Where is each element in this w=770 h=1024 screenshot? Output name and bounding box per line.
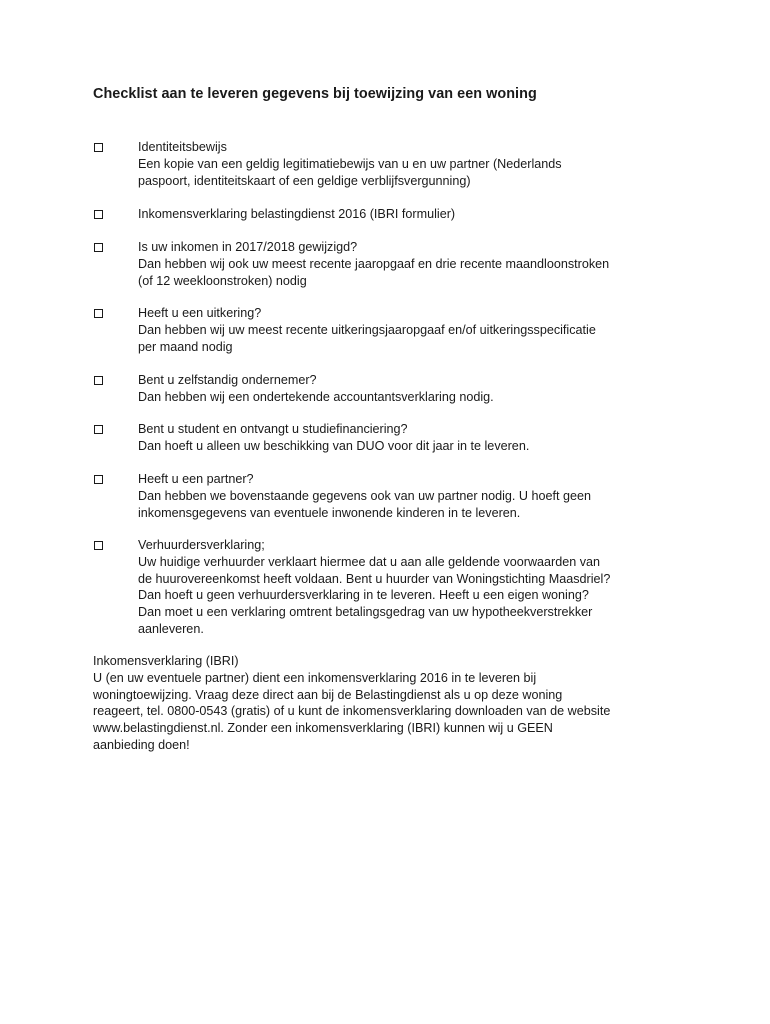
item-detail: per maand nodig (138, 339, 233, 354)
item-detail: Dan moet u een verklaring omtrent betalingsgedrag van uw hypotheekverstrekker (138, 605, 593, 620)
checkbox-icon[interactable] (94, 309, 103, 318)
item-heading: Is uw inkomen in 2017/2018 gewijzigd? (138, 240, 358, 254)
item-detail: Dan hoeft u geen verhuurdersverklaring in te leveren. Heeft u een eigen woning? (138, 588, 589, 603)
ibri-note-line: www.belastingdienst.nl. Zonder een inkomensverklaring (IBRI) kunnen wij u GEEN (93, 721, 553, 736)
item-detail: de huurovereenkomst heeft voldaan. Bent u huurder van Woningstichting Maasdriel? (138, 571, 611, 586)
checklist-item-text (138, 471, 698, 521)
checkbox-icon[interactable] (94, 143, 103, 152)
item-heading: Bent u student en ontvangt u studiefinanciering? (138, 422, 408, 436)
item-heading: Identiteitsbewijs (138, 140, 227, 154)
checklist-item-text (138, 139, 698, 189)
page-title: Checklist aan te leveren gegevens bij toewijzing van een woning (93, 86, 537, 102)
ibri-note-line: U (en uw eventuele partner) dient een inkomensverklaring 2016 in te leveren bij (93, 670, 537, 685)
item-detail: aanleveren. (138, 621, 204, 636)
ibri-note (93, 653, 693, 754)
checklist-item-text (138, 239, 698, 289)
item-detail: Dan hebben wij uw meest recente uitkeringsjaaropgaaf en/of uitkeringsspecificatie (138, 322, 596, 337)
item-detail: Een kopie van een geldig legitimatiebewijs van u en uw partner (Nederlands (138, 156, 562, 171)
checklist-item-text (138, 537, 698, 638)
checkbox-icon[interactable] (94, 243, 103, 252)
checkbox-icon[interactable] (94, 425, 103, 434)
item-heading: Bent u zelfstandig ondernemer? (138, 373, 317, 387)
ibri-note-heading: Inkomensverklaring (IBRI) (93, 654, 239, 668)
checklist-item-text (138, 206, 698, 223)
item-detail: Dan hebben we bovenstaande gegevens ook van uw partner nodig. U hoeft geen (138, 488, 592, 503)
item-heading: Heeft u een partner? (138, 472, 254, 486)
ibri-note-line: woningtoewijzing. Vraag deze direct aan bij de Belastingdienst als u op deze woning (93, 687, 563, 702)
item-detail: Dan hebben wij een ondertekende accountantsverklaring nodig. (138, 389, 494, 404)
item-detail: (of 12 weekloonstroken) nodig (138, 273, 307, 288)
item-detail: Dan hoeft u alleen uw beschikking van DUO voor dit jaar in te leveren. (138, 438, 530, 453)
checkbox-icon[interactable] (94, 475, 103, 484)
checkbox-icon[interactable] (94, 376, 103, 385)
item-detail: Dan hebben wij ook uw meest recente jaaropgaaf en drie recente maandloonstroken (138, 256, 610, 271)
ibri-note-line: reageert, tel. 0800-0543 (gratis) of u kunt de inkomensverklaring downloaden van de website (93, 704, 611, 719)
checklist-item-text (138, 305, 698, 355)
checkbox-icon[interactable] (94, 541, 103, 550)
item-heading: Inkomensverklaring belastingdienst 2016 (IBRI formulier) (138, 207, 456, 221)
item-heading: Verhuurdersverklaring; (138, 538, 265, 552)
item-detail: inkomensgegevens van eventuele inwonende kinderen in te leveren. (138, 505, 521, 520)
item-detail: Uw huidige verhuurder verklaart hiermee dat u aan alle geldende voorwaarden van (138, 554, 601, 569)
item-detail: paspoort, identiteitskaart of een geldige verblijfsvergunning) (138, 173, 471, 188)
item-heading: Heeft u een uitkering? (138, 306, 262, 320)
checkbox-icon[interactable] (94, 210, 103, 219)
checklist-item-text (138, 421, 698, 455)
ibri-note-line: aanbieding doen! (93, 737, 190, 752)
checklist-item-text (138, 372, 698, 406)
